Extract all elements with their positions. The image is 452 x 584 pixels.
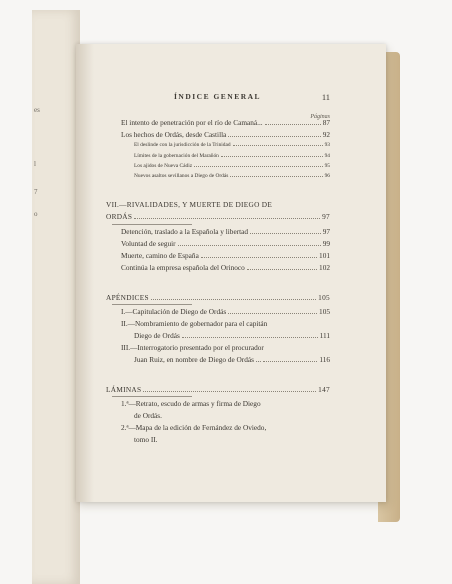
toc-section-title: VII.—RIVALIDADES, Y MUERTE DE DIEGO DE	[106, 200, 273, 209]
toc-entry-title: Muerte, camino de España	[121, 251, 199, 260]
leader-dots	[233, 144, 323, 146]
leader-dots	[250, 232, 321, 234]
leader-dots	[247, 268, 317, 270]
toc-entry	[121, 251, 330, 260]
leader-dots	[221, 155, 323, 157]
toc-subentry	[134, 153, 330, 159]
toc-entry-page: 94	[324, 153, 330, 159]
toc-subentry	[134, 142, 330, 148]
toc-entry-title: Nuevos asaltos sevillanos a Diego de Ordás	[134, 173, 229, 179]
toc-entry-title: de Ordás.	[134, 411, 162, 420]
toc-entry	[121, 227, 330, 236]
toc-entry-title: Los ajidos de Nueva Cádiz	[134, 163, 193, 169]
toc-entry-title: LÁMINAS	[106, 385, 142, 394]
running-title: ÍNDICE GENERAL	[174, 92, 262, 101]
toc-entry-page: 111	[319, 331, 330, 340]
toc-entry-page: 92	[322, 130, 330, 139]
leader-dots	[228, 135, 320, 137]
toc-entry-title: Detención, traslado a la Española y libertad	[121, 227, 249, 236]
toc-entry-title: Voluntad de seguir	[121, 239, 176, 248]
toc-entry-title: APÉNDICES	[106, 293, 149, 302]
toc-entry	[121, 307, 330, 316]
leader-dots	[178, 244, 321, 246]
leader-dots	[201, 256, 317, 258]
leader-dots	[143, 390, 316, 392]
page-number: 11	[321, 92, 330, 102]
leader-dots	[263, 360, 317, 362]
toc-entry-title: El deslinde con la jurisdicción de la Trinidad	[134, 142, 231, 148]
toc-section	[106, 293, 330, 302]
toc-subentry	[134, 163, 330, 169]
toc-entry-page: 93	[324, 142, 330, 148]
toc-entry-page: 105	[318, 293, 330, 302]
facing-left-page	[32, 10, 80, 584]
left-page-fragment: es	[34, 106, 40, 114]
leader-dots	[194, 165, 323, 167]
paginas-label: Páginas	[310, 114, 330, 120]
table-of-contents	[76, 44, 386, 502]
index-page	[76, 44, 386, 502]
toc-entry-page: 147	[318, 385, 330, 394]
section-rule	[112, 396, 192, 397]
toc-entry-page: 99	[322, 239, 330, 248]
toc-entry-title: El intento de penetración por el río de Camaná...	[121, 118, 263, 127]
left-page-fragment: l	[34, 160, 36, 168]
toc-entry-page: 96	[324, 173, 330, 179]
toc-entry-title: Continúa la empresa española del Orinoco	[121, 263, 245, 272]
toc-entry-title: Los hechos de Ordás, desde Castilla	[121, 130, 227, 139]
section-rule	[112, 304, 192, 305]
toc-entry	[121, 118, 330, 127]
toc-entry-page: 101	[319, 251, 330, 260]
toc-entry-title: Diego de Ordás	[134, 331, 180, 340]
leader-dots	[265, 123, 321, 125]
toc-entry-title: I.—Capitulación de Diego de Ordás	[121, 307, 227, 316]
leader-dots	[230, 175, 322, 177]
toc-entry-page: 102	[319, 263, 330, 272]
toc-entry-title: III.—Interrogatorio presentado por el procurador	[121, 343, 264, 352]
toc-entry	[121, 263, 330, 272]
toc-subentry	[134, 173, 330, 179]
leader-dots	[151, 298, 316, 300]
left-page-fragment: 7	[34, 188, 38, 196]
leader-dots	[134, 217, 320, 219]
leader-dots	[182, 336, 318, 338]
toc-entry-title: II.—Nombramiento de gobernador para el capitán	[121, 319, 268, 328]
toc-entry-title: 2.ª—Mapa de la edición de Fernández de Oviedo,	[121, 423, 267, 432]
toc-entry	[121, 239, 330, 248]
leader-dots	[228, 312, 317, 314]
toc-entry-page: 116	[319, 355, 330, 364]
toc-entry-title: tomo II.	[134, 435, 158, 444]
toc-entry-page: 105	[319, 307, 330, 316]
toc-entry	[121, 130, 330, 139]
toc-entry	[134, 355, 330, 364]
toc-entry-title: 1.ª—Retrato, escudo de armas y firma de Diego	[121, 399, 261, 408]
toc-section	[106, 385, 330, 394]
toc-entry-page: 87	[322, 118, 330, 127]
left-page-fragment: o	[34, 210, 38, 218]
toc-section	[106, 212, 330, 221]
toc-entry-page: 97	[322, 227, 330, 236]
section-rule	[112, 224, 192, 225]
toc-entry-page: 97	[322, 212, 330, 221]
toc-entry	[134, 331, 330, 340]
toc-entry-title: ORDÁS	[106, 212, 133, 221]
toc-entry-page: 95	[324, 163, 330, 169]
toc-entry-title: Límites de la gobernación del Marañón	[134, 153, 219, 159]
toc-entry-title: Juan Ruiz, en nombre de Diego de Ordás ...	[134, 355, 262, 364]
